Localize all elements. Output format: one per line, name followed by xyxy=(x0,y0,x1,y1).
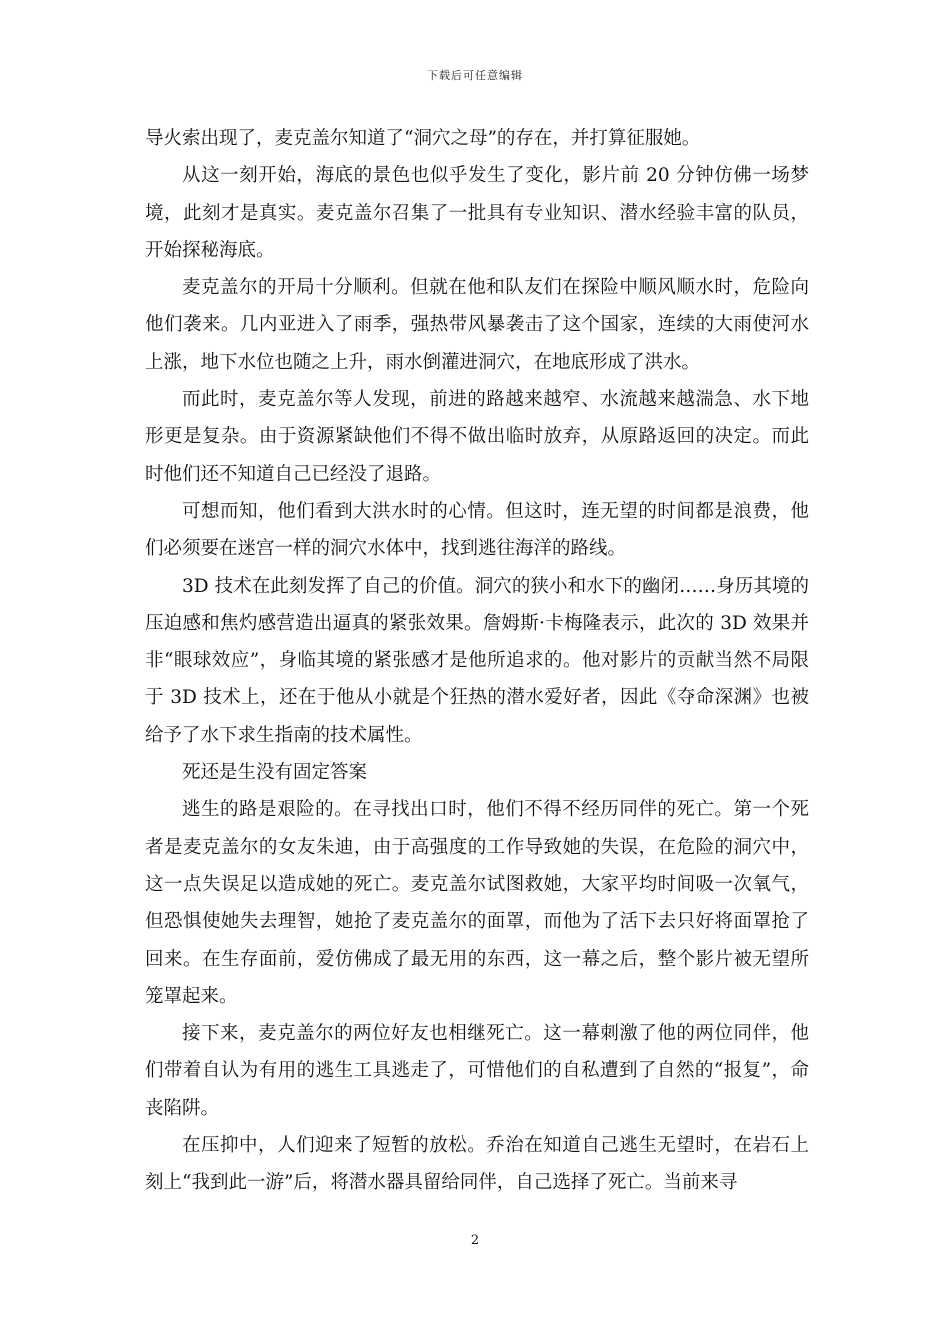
page-header: 下载后可任意编辑 xyxy=(427,69,523,82)
paragraph: 从这一刻开始，海底的景色也似乎发生了变化，影片前 20 分钟仿佛一场梦境，此刻才是真实。麦克盖尔召集了一批具有专业知识、潜水经验丰富的队员，开始探秘海底。 xyxy=(145,165,809,261)
page-number: 2 xyxy=(470,1233,480,1248)
paragraph: 逃生的路是艰险的。在寻找出口时，他们不得不经历同伴的死亡。第一个死者是麦克盖尔的女友朱迪，由于高强度的工作导致她的失误，在危险的洞穴中，这一点失误足以造成她的死亡。麦克盖尔试图救她，大家平均时间吸一次氧气，但恐惧使她失去理智，她抢了麦克盖尔的面罩，而他为了活下去只好将面罩抢了回来。在生存面前，爱仿佛成了最无用的东西，这一幕之后，整个影片被无望所笼罩起来。 xyxy=(145,799,809,1007)
section-heading: 死还是生没有固定答案 xyxy=(182,762,368,784)
paragraph: 麦克盖尔的开局十分顺利。但就在他和队友们在探险中顺风顺水时，危险向他们袭来。几内亚进入了雨季，强热带风暴袭击了这个国家，连续的大雨使河水上涨，地下水位也随之上升，雨水倒灌进洞穴，在地底形成了洪水。 xyxy=(145,277,809,373)
paragraph: 导火索出现了，麦克盖尔知道了“洞穴之母”的存在，并打算征服她。 xyxy=(145,128,701,149)
paragraph: 可想而知，他们看到大洪水时的心情。但这时，连无望的时间都是浪费，他们必须要在迷宫一样的洞穴水体中，找到逃往海洋的路线。 xyxy=(145,500,809,560)
paragraph: 3D 技术在此刻发挥了自己的价值。洞穴的狭小和水下的幽闭……身历其境的压迫感和焦灼感营造出逼真的紧张效果。詹姆斯·卡梅隆表示，此次的 3D 效果并非“眼球效应”，身临其境的紧张感才是他所追求的。他对影片的贡献当然不局限于 3D 技术上，还在于他从小就是个狂热的潜水爱好者，因此《夺命深渊》也被给予了水下求生指南的技术属性。 xyxy=(145,575,809,746)
paragraph: 在压抑中，人们迎来了短暂的放松。乔治在知道自己逃生无望时，在岩石上刻上“我到此一游”后，将潜水器具留给同伴，自己选择了死亡。当前来寻 xyxy=(145,1135,809,1194)
document-body xyxy=(145,120,809,1202)
paragraph: 而此时，麦克盖尔等人发现，前进的路越来越窄、水流越来越湍急、水下地形更是复杂。由于资源紧缺他们不得不做出临时放弃，从原路返回的决定。而此时他们还不知道自己已经没了退路。 xyxy=(145,389,809,485)
paragraph: 接下来，麦克盖尔的两位好友也相继死亡。这一幕刺激了他的两位同伴，他们带着自认为有用的逃生工具逃走了，可惜他们的自私遭到了自然的“报复”，命丧陷阱。 xyxy=(145,1023,809,1119)
